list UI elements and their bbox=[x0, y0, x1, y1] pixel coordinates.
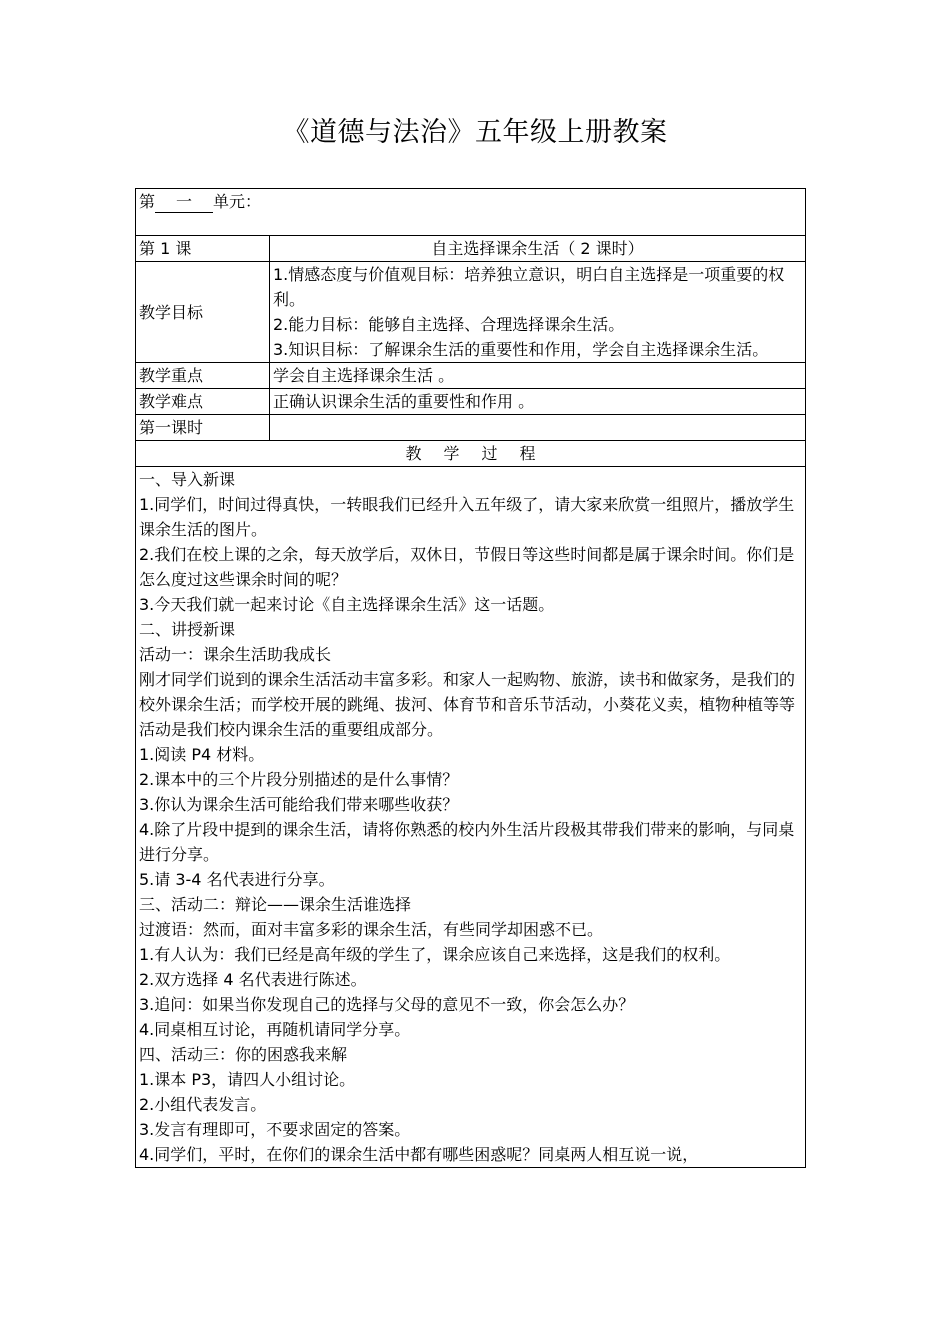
process-heading-row bbox=[136, 441, 806, 467]
process-line: 3.你认为课余生活可能给我们带来哪些收获？ bbox=[139, 795, 459, 814]
process-line: 刚才同学们说到的课余生活活动丰富多彩。和家人一起购物、旅游，读书和做家务，是我们的校外课余生活；而学校开展的跳绳、拔河、体育节和音乐节活动，小葵花义卖，植物种植等等活动是我们校内课余生活的重要组成部分。 bbox=[139, 670, 796, 739]
process-line: 2.双方选择 4 名代表进行陈述。 bbox=[139, 970, 367, 989]
unit-number: 一 bbox=[155, 192, 213, 213]
process-line: 1.同学们，时间过得真快，一转眼我们已经升入五年级了，请大家来欣赏一组照片，播放学生课余生活的图片。 bbox=[139, 495, 795, 539]
process-line: 1.阅读 P4 材料。 bbox=[139, 745, 265, 764]
process-line: 活动一：课余生活助我成长 bbox=[139, 645, 332, 664]
process-line: 3.今天我们就一起来讨论《自主选择课余生活》这一话题。 bbox=[139, 595, 555, 614]
process-line: 二、讲授新课 bbox=[139, 620, 236, 639]
process-line: 2.我们在校上课的之余，每天放学后，双休日，节假日等这些时间都是属于课余时间。你们是怎么度过这些课余时间的呢？ bbox=[139, 545, 795, 589]
process-content bbox=[136, 467, 806, 1168]
process-line: 三、活动二：辩论——课余生活谁选择 bbox=[139, 895, 412, 914]
period-row bbox=[136, 415, 806, 441]
key-point-row bbox=[136, 363, 806, 389]
unit-suffix: 单元： bbox=[213, 192, 262, 211]
goal-item: 1.情感态度与价值观目标：培养独立意识，明白自主选择是一项重要的权利。 bbox=[273, 265, 785, 309]
difficulty-label: 教学难点 bbox=[136, 389, 270, 415]
process-heading: 教学过程 bbox=[136, 441, 806, 467]
process-line: 2.课本中的三个片段分别描述的是什么事情？ bbox=[139, 770, 459, 789]
process-row bbox=[136, 467, 806, 1168]
goals-row bbox=[136, 262, 806, 363]
unit-cell bbox=[136, 189, 806, 236]
lesson-label: 第 1 课 bbox=[136, 236, 270, 262]
difficulty-text: 正确认识课余生活的重要性和作用 。 bbox=[270, 389, 806, 415]
process-line: 3.追问：如果当你发现自己的选择与父母的意见不一致，你会怎么办？ bbox=[139, 995, 635, 1014]
process-line: 5.请 3-4 名代表进行分享。 bbox=[139, 870, 335, 889]
lesson-plan-table bbox=[135, 188, 806, 1168]
process-line: 4.同学们，平时，在你们的课余生活中都有哪些困惑呢？同桌两人相互说一说， bbox=[139, 1145, 699, 1164]
goals-label: 教学目标 bbox=[136, 262, 270, 363]
process-line: 4.同桌相互讨论，再随机请同学分享。 bbox=[139, 1020, 411, 1039]
difficulty-row bbox=[136, 389, 806, 415]
process-line: 1.课本 P3，请四人小组讨论。 bbox=[139, 1070, 356, 1089]
process-line: 4.除了片段中提到的课余生活，请将你熟悉的校内外生活片段极其带我们带来的影响，与同桌进行分享。 bbox=[139, 820, 795, 864]
process-line: 过渡语：然而，面对丰富多彩的课余生活，有些同学却困惑不已。 bbox=[139, 920, 604, 939]
period-text bbox=[270, 415, 806, 441]
lesson-row bbox=[136, 236, 806, 262]
lesson-name: 自主选择课余生活（ 2 课时） bbox=[270, 236, 806, 262]
process-line: 四、活动三：你的困惑我来解 bbox=[139, 1045, 348, 1064]
period-label: 第一课时 bbox=[136, 415, 270, 441]
key-point-label: 教学重点 bbox=[136, 363, 270, 389]
process-line: 3.发言有理即可，不要求固定的答案。 bbox=[139, 1120, 411, 1139]
goal-item: 3.知识目标：了解课余生活的重要性和作用，学会自主选择课余生活。 bbox=[273, 340, 769, 359]
key-point-text: 学会自主选择课余生活 。 bbox=[270, 363, 806, 389]
goals-content bbox=[270, 262, 806, 363]
unit-prefix: 第 bbox=[139, 192, 156, 211]
process-line: 1.有人认为：我们已经是高年级的学生了，课余应该自己来选择，这是我们的权利。 bbox=[139, 945, 731, 964]
unit-row bbox=[136, 189, 806, 236]
process-line: 2.小组代表发言。 bbox=[139, 1095, 267, 1114]
goal-item: 2.能力目标：能够自主选择、合理选择课余生活。 bbox=[273, 315, 625, 334]
process-line: 一、导入新课 bbox=[139, 470, 236, 489]
document-title: 《道德与法治》五年级上册教案 bbox=[282, 117, 668, 148]
